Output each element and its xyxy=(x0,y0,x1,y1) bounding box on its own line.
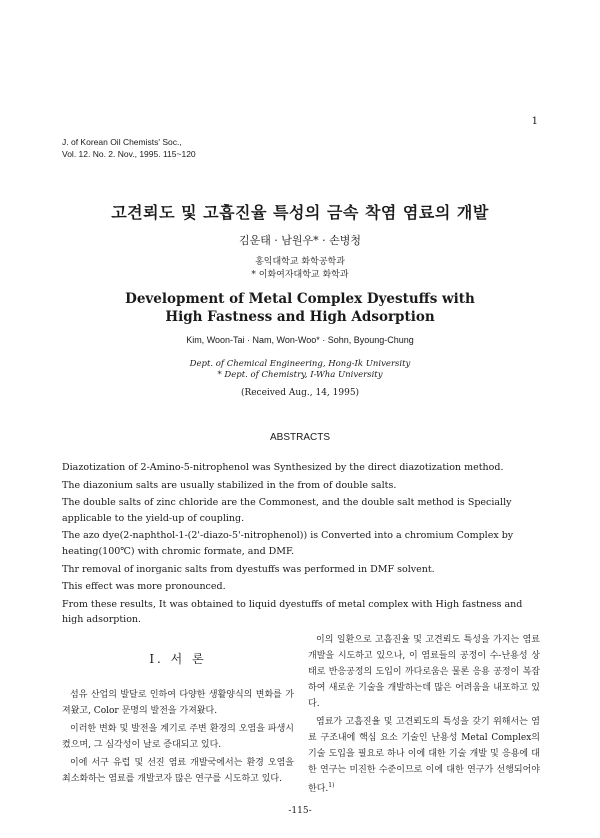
english-title xyxy=(0,290,600,326)
abstract-paragraph: The diazonium salts are usually stabilized in the from of double salts. xyxy=(62,479,397,491)
journal-citation xyxy=(62,136,196,160)
received-date: (Received Aug., 14, 1995) xyxy=(240,388,360,398)
body-paragraph: 섬유 산업의 발달로 인하여 다양한 생활양식의 변화를 가져왔고, Color 문명의 발전을 가져왔다. xyxy=(62,690,294,716)
english-affiliations xyxy=(0,359,600,381)
korean-affiliations xyxy=(0,256,600,282)
abstract-paragraph: This effect was more pronounced. xyxy=(62,581,226,593)
korean-affiliation-2: * 이화여자대학교 화학과 xyxy=(251,270,349,280)
abstract-paragraph: The azo dye(2-naphthol-1-(2'-diazo-5'-nitrophenol)) is Converted into a chromium Complex by heating(100℃) with chromic formate, and DMF. xyxy=(62,530,514,557)
body-paragraph xyxy=(308,714,540,797)
body-paragraph: 이러한 변화 및 발전을 계기로 주변 환경의 오염을 파생시켰으며, 그 심각성이 날로 증대되고 있다. xyxy=(62,724,294,750)
abstract-paragraph: Thr removal of inorganic salts from dyestuffs was performed in DMF solvent. xyxy=(62,563,435,575)
korean-affiliation-1: 홍익대학교 화학공학과 xyxy=(255,257,345,267)
right-column-text xyxy=(308,632,540,797)
abstract-paragraph: The double salts of zinc chloride are the Commonest, and the double salt method is Specially applicable to the yield-up of coupling. xyxy=(62,497,512,524)
korean-authors: 김운태 · 남원우* · 손병청 xyxy=(238,234,362,247)
korean-title: 고견뢰도 및 고흡진율 특성의 금속 착염 염료의 개발 xyxy=(111,203,489,222)
body-paragraph: 이에 서구 유럽 및 선진 염료 개발국에서는 환경 오염을 최소화하는 염료를 개발코자 많은 연구를 시도하고 있다. xyxy=(62,758,294,784)
left-column xyxy=(62,650,294,789)
english-title-line-1: Development of Metal Complex Dyestuffs with xyxy=(125,291,475,307)
footnote-reference: 1) xyxy=(328,782,335,789)
english-affiliation-1: Dept. of Chemical Engineering, Hong-Ik University xyxy=(189,359,411,369)
abstract-body xyxy=(62,460,540,630)
journal-line-1: J. of Korean Oil Chemists' Soc., xyxy=(62,137,182,147)
body-paragraph-text: 염료가 고흡진율 및 고견뢰도의 특성을 갖기 위해서는 염료 구조내에 핵심 요소 기술인 난용성 Metal Complex의 기술 도입을 필요로 하나 이에 대한 기술 개발 및 응용에 대한 연구는 미진한 수준이므로 이에 대한 연구가 선행되어야 한다. xyxy=(308,717,540,794)
english-title-line-2: High Fastness and High Adsorption xyxy=(165,309,435,325)
right-column xyxy=(308,632,540,799)
section-heading-introduction: I. 서 론 xyxy=(149,652,207,666)
abstract-paragraph: From these results, It was obtained to liquid dyestuffs of metal complex with High fastness and high adsorption. xyxy=(62,598,523,626)
left-column-text xyxy=(62,687,294,787)
footer-page-number: -115- xyxy=(288,806,312,816)
body-paragraph: 이의 일환으로 고흡진율 및 고견뢰도 특성을 가지는 염료 개발을 시도하고 있으나, 이 염료들의 공정이 수-난용성 상태로 반응공정의 도입이 까다로움은 물론 응용 공정이 복잡하여 새로운 기술을 개발하는데 많은 어려움을 내포하고 있다. xyxy=(308,635,540,709)
english-authors: Kim, Woon-Tai · Nam, Won-Woo* · Sohn, Byoung-Chung xyxy=(186,335,414,345)
english-affiliation-2: * Dept. of Chemistry, I-Wha University xyxy=(217,370,383,380)
abstract-paragraph: Diazotization of 2-Amino-5-nitrophenol was Synthesized by the direct diazotization method. xyxy=(62,462,504,473)
journal-line-2: Vol. 12. No. 2. Nov., 1995. 115~120 xyxy=(62,149,196,159)
page-number: 1 xyxy=(531,116,538,127)
abstracts-heading: ABSTRACTS xyxy=(269,432,330,443)
